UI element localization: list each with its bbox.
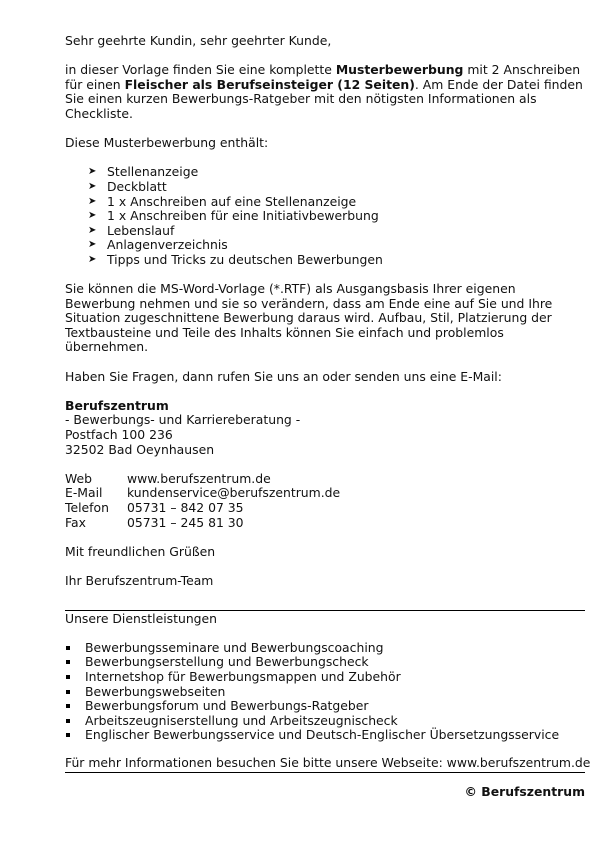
list-item: Englischer Bewerbungsservice und Deutsch-Englischer Übersetzungsservice	[65, 728, 585, 743]
list-item: ➤ 1 x Anschreiben für eine Initiativbewerbung	[88, 208, 379, 224]
closing: Mit freundlichen Grüßen	[65, 543, 216, 559]
contact-email: E-Mail kundenservice@berufszentrum.de	[65, 485, 341, 501]
list-item: Arbeitszeugniserstellung und Arbeitszeugnischeck	[65, 714, 585, 729]
contents-list	[65, 165, 585, 267]
arrow-bullet-icon: ➤	[88, 210, 97, 222]
intro-text-3: . Am Ende der Datei finden Sie einen kurzen Bewerbungs-Ratgeber mit den nötigsten Informationen als Checkliste.	[65, 76, 583, 121]
company-postbox: Postfach 100 236	[65, 427, 173, 443]
salutation: Sehr geehrte Kundin, sehr geehrter Kunde,	[65, 33, 332, 48]
list-item: Bewerbungserstellung und Bewerbungscheck	[65, 655, 585, 670]
contact-fax: Fax 05731 – 245 81 30	[65, 514, 244, 530]
usage-paragraph: Sie können die MS-Word-Vorlage (*.RTF) als Ausgangsbasis Ihrer eigenen Bewerbung nehmen und sie so verändern, dass am Ende eine auf Sie und Ihre Situation zugeschnittene Bewerbung daraus wird. Aufbau, Stil, Platzierung der Textbausteine und Teile des Inhalts können Sie einfach und problemlos übernehmen.	[65, 281, 553, 355]
contents-heading: Diese Musterbewerbung enthält:	[65, 135, 269, 151]
list-item: Bewerbungsseminare und Bewerbungscoaching	[65, 641, 585, 656]
web-link[interactable]: www.berufszentrum.de	[127, 470, 271, 486]
intro-text-2: mit 2 Anschreiben für einen	[65, 62, 581, 92]
square-bullet-icon	[66, 646, 70, 650]
intro-bold-1: Musterbewerbung	[335, 62, 464, 78]
square-bullet-icon	[66, 733, 70, 737]
list-item: ➤ Deckblatt	[88, 178, 167, 194]
services-heading: Unsere Dienstleistungen	[65, 610, 218, 626]
contact-block	[65, 472, 585, 530]
intro-bold-2: Fleischer als Berufseinsteiger (12 Seiten)	[124, 76, 415, 92]
arrow-bullet-icon: ➤	[88, 239, 97, 251]
contact-phone: Telefon 05731 – 842 07 35	[65, 500, 244, 515]
square-bullet-icon	[66, 719, 70, 723]
questions-paragraph: Haben Sie Fragen, dann rufen Sie uns an oder senden uns eine E-Mail:	[65, 368, 502, 384]
company-city: 32502 Bad Oeynhausen	[65, 441, 215, 457]
list-item: ➤ Lebenslauf	[88, 222, 175, 238]
letter-body	[65, 33, 591, 799]
more-info: Für mehr Informationen besuchen Sie bitte unsere Webseite: www.berufszentrum.de	[65, 756, 585, 773]
list-item: ➤ Stellenanzeige	[88, 164, 199, 180]
arrow-bullet-icon: ➤	[88, 224, 97, 236]
list-item: ➤ 1 x Anschreiben auf eine Stellenanzeige	[88, 193, 357, 209]
intro-paragraph	[65, 63, 585, 121]
list-item: Bewerbungsforum und Bewerbungs-Ratgeber	[65, 699, 585, 714]
contact-web: Web www.berufszentrum.de	[65, 470, 271, 486]
arrow-bullet-icon: ➤	[88, 195, 97, 207]
signature: Ihr Berufszentrum-Team	[65, 572, 214, 588]
company-name: Berufszentrum	[65, 397, 169, 413]
square-bullet-icon	[66, 660, 70, 664]
square-bullet-icon	[66, 690, 70, 694]
list-item: Bewerbungswebseiten	[65, 685, 585, 700]
arrow-bullet-icon: ➤	[88, 253, 97, 265]
company-address	[65, 399, 585, 457]
arrow-bullet-icon: ➤	[88, 166, 97, 178]
copyright: © Berufszentrum	[464, 783, 585, 799]
list-item: ➤ Tipps und Tricks zu deutschen Bewerbungen	[88, 251, 383, 267]
intro-text-1: in dieser Vorlage finden Sie eine komplette	[65, 62, 336, 78]
arrow-bullet-icon: ➤	[88, 180, 97, 192]
square-bullet-icon	[66, 675, 70, 679]
list-item: ➤ Anlagenverzeichnis	[88, 237, 228, 253]
email-link[interactable]: kundenservice@berufszentrum.de	[127, 485, 341, 501]
services-list	[65, 641, 585, 743]
company-tagline: - Bewerbungs- und Karriereberatung -	[65, 412, 301, 428]
square-bullet-icon	[66, 704, 70, 708]
list-item: Internetshop für Bewerbungsmappen und Zubehör	[65, 670, 585, 685]
